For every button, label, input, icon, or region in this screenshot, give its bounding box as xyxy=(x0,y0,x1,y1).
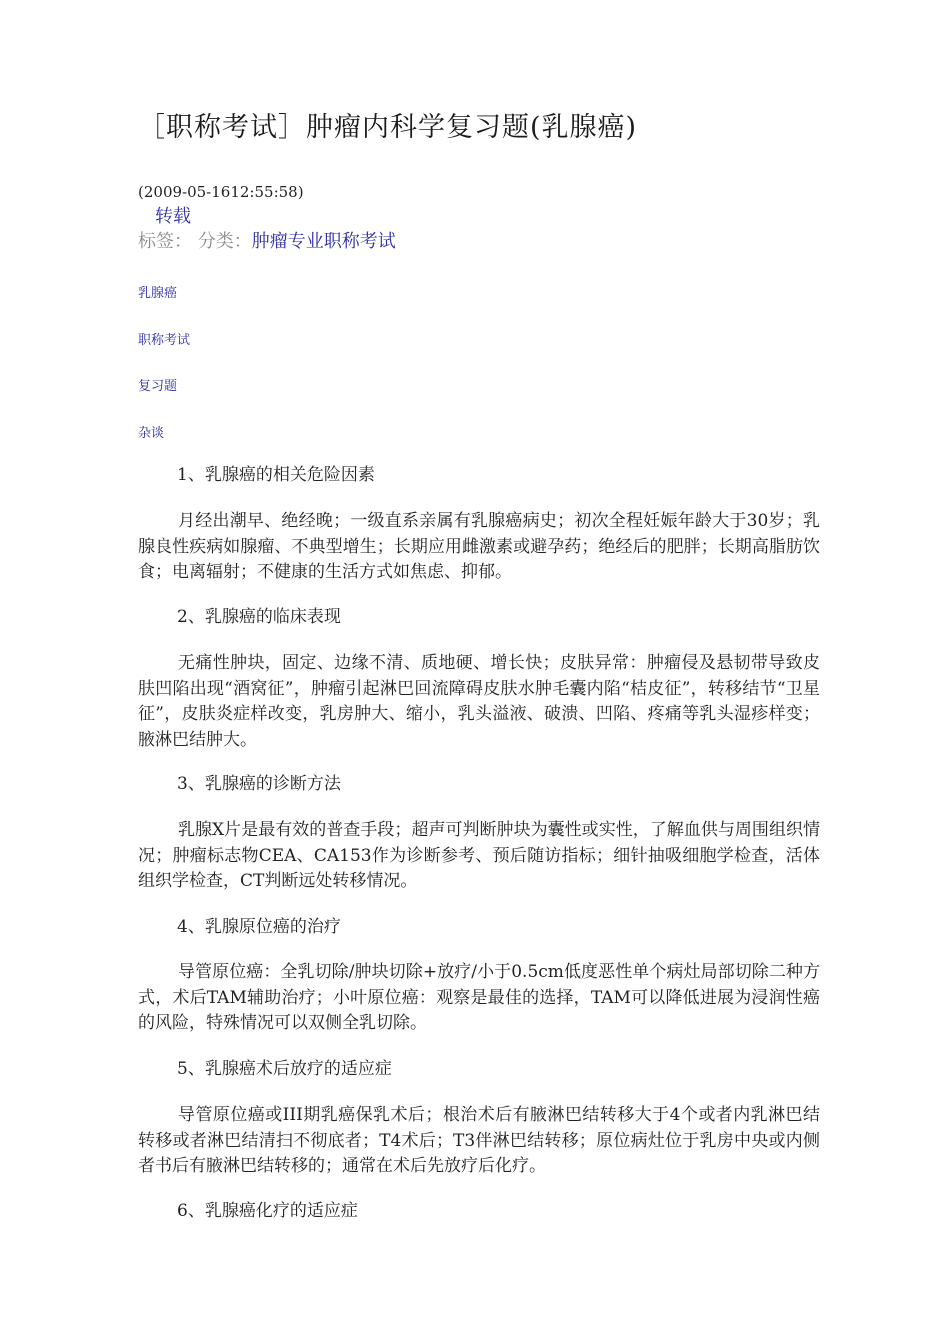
section-heading: 1、乳腺癌的相关危险因素 xyxy=(177,465,375,485)
section-heading: 4、乳腺原位癌的治疗 xyxy=(177,917,341,937)
article-title: ［职称考试］肿瘤内科学复习题(乳腺癌) xyxy=(138,112,638,143)
meta-prefix: 标签： 分类： xyxy=(138,231,252,252)
section-heading: 6、乳腺癌化疗的适应症 xyxy=(177,1201,358,1221)
section-body: 导管原位癌或III期乳癌保乳术后；根治术后有腋淋巴结转移大于4个或者内乳淋巴结转移或者淋巴结清扫不彻底者；T4术后；T3伴淋巴结转移；原位病灶位于乳房中央或内侧者书后有腋淋巴结转移的；通常在术后先放疗后化疗。 xyxy=(138,1105,820,1176)
section-body: 无痛性肿块，固定、边缘不清、质地硬、增长快；皮肤异常：肿瘤侵及悬韧带导致皮肤凹陷出现“酒窝征”，肿瘤引起淋巴回流障碍皮肤水肿毛囊内陷“桔皮征”，转移结节“卫星征”，皮肤炎症样改变，乳房肿大、缩小，乳头溢液、破溃、凹陷、疼痛等乳头湿疹样变；腋淋巴结肿大。 xyxy=(138,653,820,750)
post-timestamp: (2009-05-1612:55:58) xyxy=(138,183,304,201)
section-body: 月经出潮早、绝经晚；一级直系亲属有乳腺癌病史；初次全程妊娠年龄大于30岁；乳腺良性疾病如腺瘤、不典型增生；长期应用雌激素或避孕药；绝经后的肥胖；长期高脂肪饮食；电离辐射；不健康的生活方式如焦虑、抑郁。 xyxy=(138,511,820,582)
section-heading: 5、乳腺癌术后放疗的适应症 xyxy=(177,1059,392,1079)
tag-link-misc[interactable]: 杂谈 xyxy=(138,426,165,441)
section-body: 导管原位癌：全乳切除/肿块切除+放疗/小于0.5cm低度恶性单个病灶局部切除二种方式，术后TAM辅助治疗；小叶原位癌：观察是最佳的选择，TAM可以降低进展为浸润性癌的风险，特殊情况可以双侧全乳切除。 xyxy=(138,962,820,1033)
repost-link[interactable]: 转载 xyxy=(155,206,191,227)
tags-category-line xyxy=(138,230,396,254)
section-heading: 3、乳腺癌的诊断方法 xyxy=(177,774,341,794)
section-heading: 2、乳腺癌的临床表现 xyxy=(177,607,341,627)
section-body: 乳腺X片是最有效的普查手段；超声可判断肿块为囊性或实性，了解血供与周围组织情况；肿瘤标志物CEA、CA153作为诊断参考、预后随访指标；细针抽吸细胞学检查，活体组织学检查，CT判断远处转移情况。 xyxy=(138,820,820,891)
category-link[interactable]: 肿瘤专业职称考试 xyxy=(251,231,396,252)
tag-link-review[interactable]: 复习题 xyxy=(138,379,178,394)
tag-link-title-exam[interactable]: 职称考试 xyxy=(138,333,191,348)
tag-link-breast-cancer[interactable]: 乳腺癌 xyxy=(138,286,178,301)
